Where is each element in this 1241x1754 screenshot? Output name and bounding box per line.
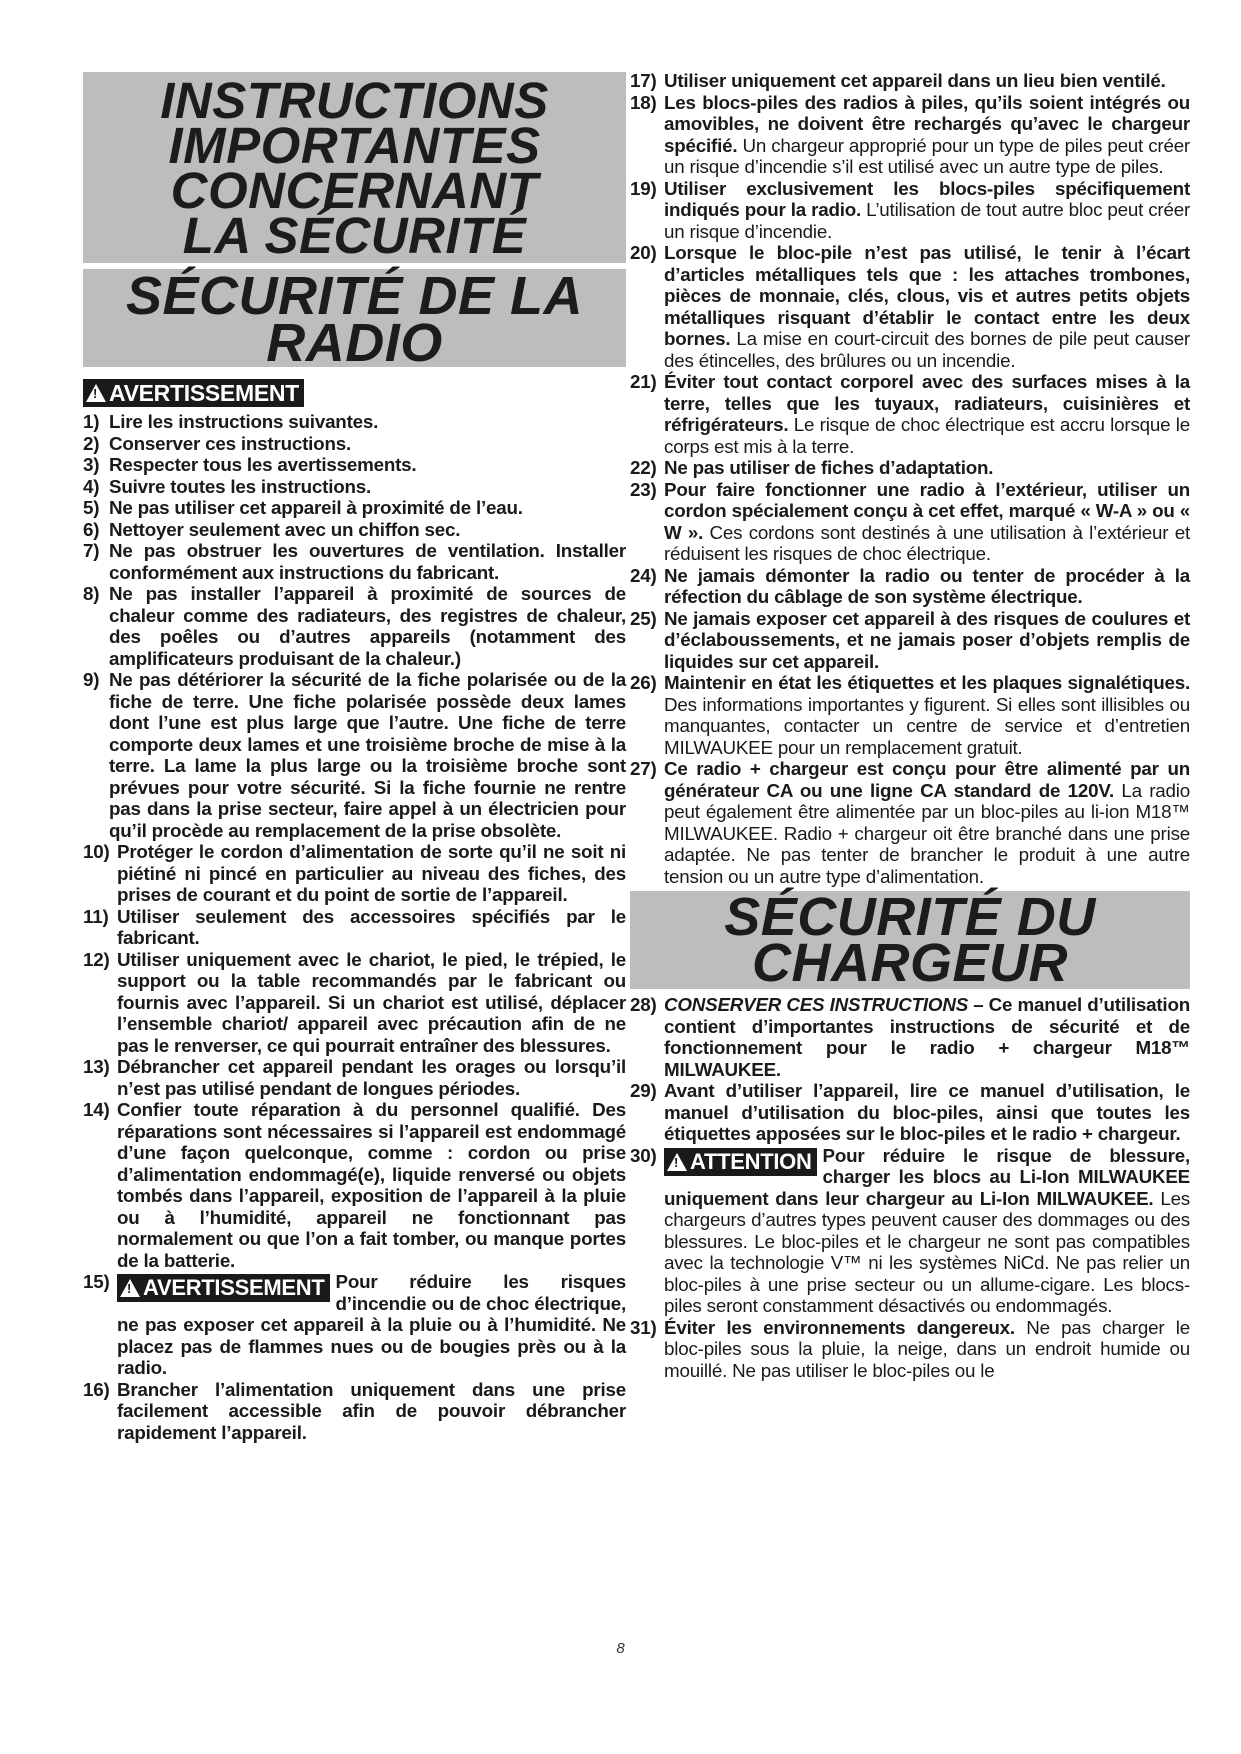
item-text: Le risque de choc électrique est accru lorsque le corps est mis à la terre. [664, 414, 1190, 457]
item-text: Un chargeur approprié pour un type de piles peut créer un risque d’incendie s’il est utilisé avec un autre type de piles. [664, 134, 1190, 177]
warning-triangle-icon [120, 1279, 140, 1297]
banner-line: SÉCURITÉ DU [724, 887, 1096, 947]
item-number: 10) [83, 841, 110, 862]
item-text: Ces cordons sont destinés à une utilisation à l’extérieur et réduisent les risques de choc électrique. [664, 521, 1190, 564]
item-text-bold: Pour faire fonctionner une radio à l’extérieur, utiliser un cordon spécialement conçu à cet effet, marqué « W-A » ou « W ». [664, 478, 1190, 543]
item-text-bold: Confier toute réparation à du personnel qualifié. Des réparations sont nécessaires si l’appareil est endommagé d’une façon quelconque, comme : cordon ou prise d’alimentation endommagé(e), liquide renversé ou objets tombés dans l’appareil, exposition de l’appareil à la pluie ou à l’humidité, appareil ne fonctionnant pas normalement ou que l’on a fait tomber, ou manque portes de la batterie. [117, 1099, 626, 1271]
charger-safety-banner [630, 887, 1190, 993]
list-item [83, 583, 626, 669]
item-text-bold: Ne pas utiliser de fiches d’adaptation. [664, 457, 994, 478]
list-item [630, 608, 1190, 673]
item-text-bold: Ne pas détériorer la sécurité de la fiche polarisée ou de la fiche de terre. Une fiche polarisée possède deux lames dont l’une est plus large que l’autre. Une fiche de terre comporte deux lames et une troisième broche de mise à la terre. La lame la plus large ou la troisième broche sont prévues pour votre sécurité. Si la fiche fournie ne rentre pas dans la prise secteur, faire appel à un électricien pour qu’il procède au remplacement de la prise obsolète. [109, 669, 626, 841]
list-item [83, 1056, 626, 1099]
banner-line: SÉCURITÉ DE LA [125, 266, 584, 326]
item-text-bold: Utiliser uniquement cet appareil dans un lieu bien ventilé. [664, 70, 1166, 91]
item-text-bold: Maintenir en état les étiquettes et les plaques signalétiques. [664, 672, 1190, 693]
list-item [630, 178, 1190, 243]
item-number: 19) [630, 177, 657, 199]
warning-badge: ! AVERTISSEMENT [83, 379, 304, 407]
item-text-bold: Lorsque le bloc-pile n’est pas utilisé, le tenir à l’écart d’articles métalliques tels que : les attaches trombones, pièces de monnaie, clés, clous, vis et autres petits objets métalliques risquant d’établir le contact entre les deux bornes. [664, 242, 1190, 349]
banner-line: RADIO [266, 313, 443, 373]
list-item: 16) Brancher l’alimentation uniquement dans une prise facilement accessible afin de pouvoir débrancher rapidement l’appareil. [83, 1378, 626, 1443]
banner-line: CONCERNANT [170, 162, 539, 219]
item-text-bold: Utiliser seulement des accessoires spécifiés par le fabricant. [117, 905, 626, 948]
list-item [83, 1099, 626, 1271]
item-number: 5) [83, 497, 100, 518]
warning-triangle-icon [86, 384, 106, 402]
item-number: 27) [630, 758, 657, 779]
item-number: 26) [630, 672, 657, 693]
list-item [630, 758, 1190, 887]
item-text: La radio peut également être alimentée par un bloc-piles au li-ion M18™ MILWAUKEE. Radio + chargeur oit être branché dans une prise adaptée. Ne pas tenter de brancher le produit à une autre tension ou un autre type d’alimentation. [664, 779, 1190, 887]
item-text-bold: Débrancher cet appareil pendant les orages ou lorsqu’il n’est pas utilisé pendant de longues périodes. [117, 1056, 626, 1099]
list-item [630, 565, 1190, 608]
item-text: Des informations importantes y figurent. Si elles sont illisibles ou manquantes, contacter un centre de service et d’entretien MILWAUKEE pour un remplacement gratuit. [664, 693, 1190, 758]
item-number: 21) [630, 371, 657, 392]
item-text: L’utilisation de tout autre bloc peut créer un risque d’incendie. [664, 199, 1190, 242]
item-text-bold: Respecter tous les avertissements. [109, 454, 417, 475]
list-item [83, 433, 626, 455]
list-item [630, 242, 1190, 371]
item-number: 23) [630, 478, 657, 500]
item-text-bold: Suivre toutes les instructions. [109, 475, 372, 497]
list-item [630, 70, 1190, 92]
list-item [83, 841, 626, 906]
list-item: 30) ! ATTENTION Pour réduire le risque de blessure, charger les blocs au Li-Ion MILWAUKEE uniquement dans leur chargeur au Li-Ion MILWAUKEE. Les chargeurs d’autres types peuvent causer des dommages ou des blessures. Le bloc-piles et le chargeur ne sont pas compatibles avec la technologie V™ ni les systèmes NiCd. Ne pas relier un bloc-piles à une prise secteur ou un allume-cigare. Les blocs-piles seront constamment désactivés ou endommagés. [630, 1145, 1190, 1317]
item-text-bold: Ne pas utiliser cet appareil à proximité de l’eau. [109, 497, 523, 518]
item-number: 1) [83, 411, 100, 432]
item-number: 4) [83, 475, 100, 497]
item-text-bold: Ne jamais démonter la radio ou tenter de procéder à la réfection du câblage de son système électrique. [664, 564, 1190, 607]
list-item [630, 672, 1190, 758]
item-number: 14) [83, 1099, 110, 1120]
item-number: 2) [83, 432, 100, 454]
caution-badge: ! ATTENTION [664, 1148, 817, 1176]
item-number: 20) [630, 242, 657, 263]
item-text-bold: Ne pas obstruer les ouvertures de ventilation. Installer conformément aux instructions du fabricant. [109, 540, 626, 583]
list-item [630, 479, 1190, 565]
list-item: 31) Éviter les environnements dangereux. Ne pas charger le bloc-piles sous la pluie, la neige, dans un endroit humide ou mouillé. Ne pas utiliser le bloc-piles ou le [630, 1316, 1190, 1381]
banner-line: CHARGEUR [751, 933, 1068, 993]
item-number: 6) [83, 518, 100, 540]
list-item [630, 457, 1190, 479]
item-text-bold: Utiliser exclusivement les blocs-piles spécifiquement indiqués pour la radio. [664, 177, 1190, 220]
item-text-bold: Nettoyer seulement avec un chiffon sec. [109, 518, 461, 540]
right-item-list [630, 70, 1190, 887]
list-item [83, 669, 626, 841]
warning-badge: ! AVERTISSEMENT [117, 1274, 330, 1302]
banner-line: IMPORTANTES [168, 117, 541, 174]
item-number: 13) [83, 1056, 110, 1077]
item-text-bold: Protéger le cordon d’alimentation de sorte qu’il ne soit ni piétiné ni pincé en particulier au niveau des fiches, des prises de courant et du point de sortie de l’appareil. [117, 841, 626, 905]
item-text: La mise en court-circuit des bornes de pile peut causer des étincelles, des brûlures ou un incendie. [664, 328, 1190, 371]
item-text-bold: Les blocs-piles des radios à piles, qu’ils soient intégrés ou amovibles, ne doivent être rechargés qu’avec le chargeur spécifié. [664, 91, 1190, 156]
item-number: 25) [630, 607, 657, 629]
list-item [83, 497, 626, 519]
banner-line: INSTRUCTIONS [160, 72, 549, 129]
list-item: 28) CONSERVER CES INSTRUCTIONS – Ce manuel d’utilisation contient d’importantes instructions de sécurité et de fonctionnement pour le radio + chargeur M18™ MILWAUKEE. [630, 994, 1190, 1080]
item-text-bold: Ce radio + chargeur est conçu pour être alimenté par un générateur CA ou une ligne CA standard de 120V. [664, 758, 1190, 801]
list-item [83, 540, 626, 583]
list-item [630, 92, 1190, 178]
item-number: 17) [630, 70, 657, 91]
item-number: 3) [83, 454, 100, 475]
item-text-bold: Lire les instructions suivantes. [109, 411, 379, 432]
radio-safety-banner [83, 266, 626, 373]
list-item: 29) Avant d’utiliser l’appareil, lire ce manuel d’utilisation, le manuel d’utilisation du bloc-piles, ainsi que toutes les étiquettes apposées sur le bloc-piles et le radio + chargeur. [630, 1080, 1190, 1144]
list-item [83, 411, 626, 433]
item-text-bold: Conserver ces instructions. [109, 432, 351, 454]
list-item [83, 519, 626, 541]
item-number: 11) [83, 905, 109, 927]
important-safety-banner [83, 72, 626, 263]
item-number: 12) [83, 948, 110, 970]
item-number: 8) [83, 583, 100, 604]
item-text-bold: Éviter tout contact corporel avec des surfaces mises à la terre, telles que les tuyaux, radiateurs, cuisinières et réfrigérateurs. [664, 371, 1190, 435]
item-number: 9) [83, 669, 100, 690]
list-item [83, 454, 626, 476]
item-number: 7) [83, 540, 100, 561]
list-item [630, 371, 1190, 457]
item-text-bold: Utiliser uniquement avec le chariot, le pied, le trépied, le support ou la table recommandés par le fabricant ou fournis avec l’appareil. Si un chariot est utilisé, déplacer l’ensemble chariot/ appareil avec précaution afin de ne pas le renverser, ce qui pourrait entraîner des blessures. [117, 948, 626, 1056]
item-number: 22) [630, 457, 657, 478]
right-column [630, 70, 1190, 1381]
list-item [83, 949, 626, 1057]
page-number: 8 [616, 1640, 625, 1657]
list-item [83, 476, 626, 498]
left-item-list [83, 411, 626, 1271]
list-item: 15) ! AVERTISSEMENT Pour réduire les risques d’incendie ou de choc électrique, ne pas exposer cet appareil à la pluie ou à l’humidité. Ne placez pas de flammes nues ou de bougies près ou à la radio. [83, 1271, 626, 1379]
item-number: 24) [630, 564, 657, 586]
banner-line: LA SÉCURITÉ [182, 207, 527, 264]
item-text-bold: Ne pas installer l’appareil à proximité de sources de chaleur comme des radiateurs, des registres de chaleur, des poêles ou d’autres appareils (notamment des amplificateurs produisant de la chaleur.) [109, 583, 626, 669]
left-column [83, 72, 626, 1443]
list-item [83, 906, 626, 949]
item-text-bold: Ne jamais exposer cet appareil à des risques de coulures et d’éclaboussements, et ne jamais poser d’objets remplis de liquides sur cet appareil. [664, 607, 1190, 672]
item-number: 18) [630, 91, 657, 113]
warning-triangle-icon [667, 1153, 687, 1171]
